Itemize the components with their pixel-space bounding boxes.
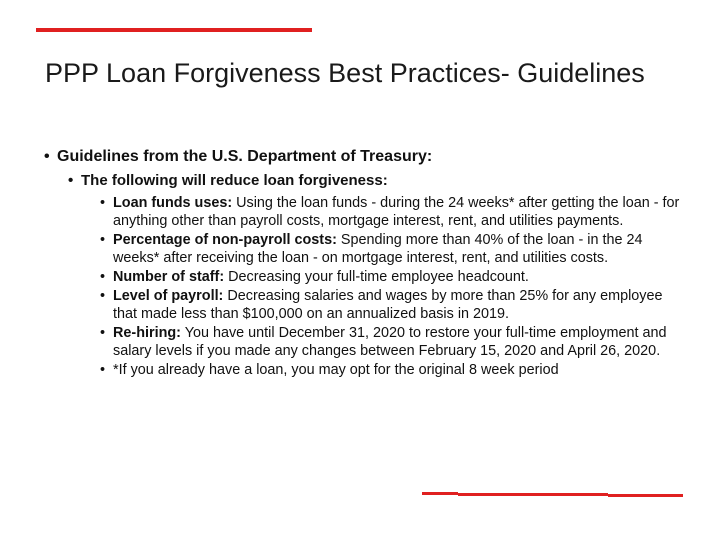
bottom-accent-rule [608, 494, 683, 497]
guideline-item [100, 268, 680, 286]
guideline-term: Re-hiring: [113, 325, 181, 341]
bullet-glyph: • [100, 195, 106, 211]
guideline-text: Decreasing your full-time employee headcount. [224, 269, 529, 285]
bullet-glyph: • [68, 172, 74, 189]
bullet-glyph: • [100, 362, 106, 378]
guideline-item [100, 231, 680, 267]
guideline-term: Number of staff: [113, 269, 225, 285]
bottom-accent-rule [422, 492, 458, 495]
bullet-glyph: • [100, 288, 106, 304]
guideline-text: Decreasing salaries and wages by more than 25% for any employee that made less than $100,000 on an annualized basis in 2019. [113, 288, 663, 322]
level1-bullet [44, 148, 704, 166]
level1-text: Guidelines from the U.S. Department of Treasury: [57, 148, 433, 165]
guideline-text: *If you already have a loan, you may opt for the original 8 week period [113, 362, 559, 378]
guideline-text: You have until December 31, 2020 to restore your full-time employment and salary levels if you made any changes between February 15, 2020 and April 26, 2020. [113, 325, 667, 359]
guideline-list [100, 194, 680, 380]
top-accent-rule [36, 28, 312, 32]
bullet-glyph: • [100, 325, 106, 341]
guideline-term: Loan funds uses: [113, 195, 233, 211]
guideline-item [100, 287, 680, 323]
guideline-term: Level of payroll: [113, 288, 224, 304]
guideline-item [100, 194, 680, 230]
guideline-item [100, 361, 680, 379]
level2-text: The following will reduce loan forgiveness: [81, 172, 388, 189]
guideline-text: Using the loan funds - during the 24 weeks* after getting the loan - for anything other than payroll costs, mortgage interest, rent, and utilities payments. [113, 195, 680, 229]
slide-title: PPP Loan Forgiveness Best Practices- Guidelines [45, 58, 645, 88]
guideline-item [100, 324, 680, 360]
bullet-glyph: • [100, 269, 106, 285]
guideline-term: Percentage of non-payroll costs: [113, 232, 337, 248]
bullet-glyph: • [44, 148, 50, 165]
guideline-text: Spending more than 40% of the loan - in the 24 weeks* after receiving the loan - on mortgage interest, rent, and utilities costs. [113, 232, 643, 266]
bottom-accent-rule [458, 493, 608, 496]
level2-bullet [68, 172, 698, 189]
bullet-glyph: • [100, 232, 106, 248]
